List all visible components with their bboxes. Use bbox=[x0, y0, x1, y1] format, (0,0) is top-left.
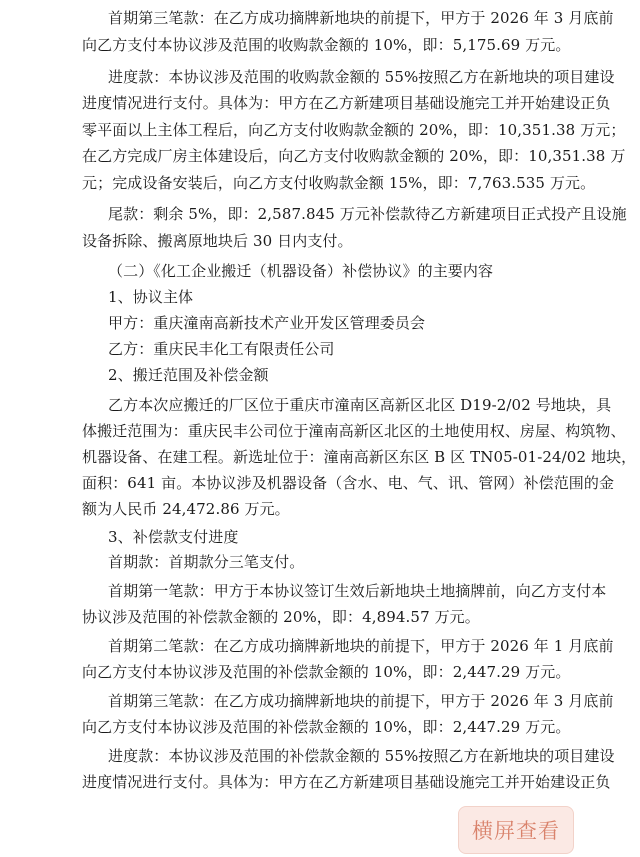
paragraph-line: 尾款：剩余 5%，即：2,587.845 万元补偿款待乙方新建项目正式投产且设施 bbox=[108, 205, 627, 223]
paragraph-line: 在乙方完成厂房主体建设后，向乙方支付收购款金额的 20%，即：10,351.38 万 bbox=[82, 147, 626, 165]
paragraph-line: 额为人民币 24,472.86 万元。 bbox=[82, 500, 290, 518]
landscape-view-label: 横屏查看 bbox=[472, 819, 560, 843]
paragraph-line: 零平面以上主体工程后，向乙方支付收购款金额的 20%，即：10,351.38 万元； bbox=[82, 121, 626, 139]
paragraph-line: 设备拆除、搬离原地块后 30 日内支付。 bbox=[82, 232, 353, 250]
paragraph-line: 协议涉及范围的补偿款金额的 20%，即：4,894.57 万元。 bbox=[82, 608, 480, 626]
paragraph-line: 体搬迁范围为：重庆民丰公司位于潼南高新区北区的土地使用权、房屋、构筑物、 bbox=[82, 422, 626, 440]
paragraph-line: 进度款：本协议涉及范围的补偿款金额的 55%按照乙方在新地块的项目建设 bbox=[108, 747, 615, 765]
section-heading: （二）《化工企业搬迁（机器设备）补偿协议》的主要内容 bbox=[108, 262, 494, 280]
paragraph-line: 首期款：首期款分三笔支付。 bbox=[108, 553, 305, 571]
paragraph-line: 首期第二笔款：在乙方成功摘牌新地块的前提下，甲方于 2026 年 1 月底前 bbox=[108, 637, 614, 655]
paragraph-line: 首期第三笔款：在乙方成功摘牌新地块的前提下，甲方于 2026 年 3 月底前 bbox=[108, 692, 614, 710]
paragraph-line: 进度款：本协议涉及范围的收购款金额的 55%按照乙方在新地块的项目建设 bbox=[108, 68, 615, 86]
paragraph-line: 面积：641 亩。本协议涉及机器设备（含水、电、气、讯、管网）补偿范围的金 bbox=[82, 474, 615, 492]
paragraph-line: 向乙方支付本协议涉及范围的补偿款金额的 10%，即：2,447.29 万元。 bbox=[82, 663, 571, 681]
paragraph-line: 进度情况进行支付。具体为：甲方在乙方新建项目基础设施完工并开始建设正负 bbox=[82, 773, 611, 791]
paragraph-line: 元；完成设备安装后，向乙方支付收购款金额 15%，即：7,763.535 万元。 bbox=[82, 174, 596, 192]
paragraph-line: 甲方：重庆潼南高新技术产业开发区管理委员会 bbox=[108, 314, 426, 332]
landscape-view-button[interactable] bbox=[458, 806, 574, 854]
paragraph-line: 乙方本次应搬迁的厂区位于重庆市潼南区高新区北区 D19-2/02 号地块，具 bbox=[108, 396, 612, 414]
paragraph-line: 首期第三笔款：在乙方成功摘牌新地块的前提下，甲方于 2026 年 3 月底前 bbox=[108, 9, 614, 27]
section-heading: 2、搬迁范围及补偿金额 bbox=[108, 366, 269, 384]
paragraph-line: 向乙方支付本协议涉及范围的收购款金额的 10%，即：5,175.69 万元。 bbox=[82, 36, 571, 54]
section-heading: 1、协议主体 bbox=[108, 288, 194, 306]
section-heading: 3、补偿款支付进度 bbox=[108, 528, 239, 546]
paragraph-line: 机器设备、在建工程。新选址位于：潼南高新区东区 B 区 TN05-01-24/02 地块， bbox=[82, 448, 637, 466]
paragraph-line: 首期第一笔款：甲方于本协议签订生效后新地块土地摘牌前，向乙方支付本 bbox=[108, 582, 607, 600]
paragraph-line: 向乙方支付本协议涉及范围的补偿款金额的 10%，即：2,447.29 万元。 bbox=[82, 718, 571, 736]
paragraph-line: 进度情况进行支付。具体为：甲方在乙方新建项目基础设施完工并开始建设正负 bbox=[82, 94, 611, 112]
paragraph-line: 乙方：重庆民丰化工有限责任公司 bbox=[108, 340, 335, 358]
